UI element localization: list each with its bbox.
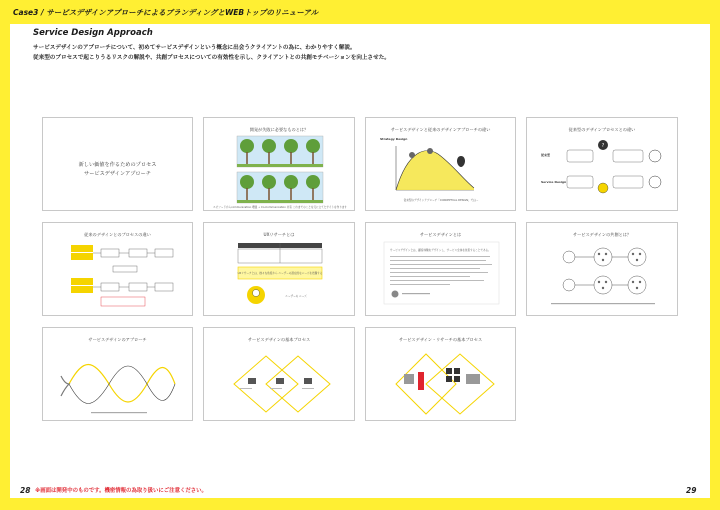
svg-text:?: ?	[601, 143, 605, 149]
ux-research-diagram	[204, 223, 355, 316]
slide-thumbnail-ux-research[interactable]	[203, 222, 355, 316]
process-comparison-diagram	[527, 118, 678, 211]
header-title: Case3 / サービスデザインアプローチによるブランディングとWEBトップのリニューアル	[13, 8, 319, 17]
slide-title: UXリサーチとは	[263, 232, 295, 237]
slide-title: サービスデザインとは	[419, 232, 462, 237]
slide-caption: 従来型のデザインアプローチ「CONCEPTUAL DESIGN」では...	[403, 199, 479, 202]
flow-diagram	[43, 223, 193, 316]
slide-thumbnail-research-process[interactable]	[365, 327, 516, 421]
ux-user-label: ユーザーの ニーズ	[285, 295, 307, 298]
quote-block	[366, 223, 516, 316]
process-diamond-diagram	[204, 328, 355, 421]
research-diamond-diagram	[366, 328, 516, 421]
cover-text	[43, 161, 192, 179]
slide-thumbnail-co-creation[interactable]	[526, 222, 678, 316]
slide-title: 開発が失敗に必要なものとは？	[249, 127, 309, 132]
slide-title: 従来のデザインとのプロセスの違い	[84, 232, 151, 237]
slide-title: サービスデザインのアプローチ	[88, 337, 147, 342]
slide-thumbnail-approach[interactable]	[42, 327, 193, 421]
page-number-right: 29	[686, 486, 697, 495]
slide-title: サービスデザインの共創とは？	[572, 232, 632, 237]
strategy-design-label: Strategy Design	[380, 137, 408, 141]
description-line-2: 従来型のプロセスで起こりうるリスクの解説や、共創プロセスについての有効性を示し、クライアントとの共創モチベーションを向上させた。	[33, 55, 390, 61]
slide-thumbnail-what-is-service-design[interactable]	[365, 222, 516, 316]
slide-title: 従来型のデザインプロセスとの違い	[568, 127, 636, 132]
ux-callout: UXリサーチとは、様々な角度から ユーザーの潜在的なニーズを把握する	[237, 272, 323, 275]
quote-text: サービスデザインとは、顧客体験をデザインし、サービス全体を改善することである。	[390, 249, 491, 252]
page-number-left: 28	[20, 486, 31, 495]
slide-title: サービスデザイン・リサーチの基本プロセス	[398, 337, 483, 342]
slide-thumbnail-failure-factors[interactable]	[203, 117, 355, 211]
cover-line-1: 新しい価値を作るためのプロセス	[78, 162, 157, 168]
slide-thumbnail-strategy-design[interactable]	[365, 117, 516, 211]
slide-thumbnail-conventional-process[interactable]	[42, 222, 193, 316]
slide-title: サービスデザインの基本プロセス	[247, 337, 311, 342]
confidential-note: ※画面は開発中のものです。機密情報の為取り扱いにご注意ください。	[35, 488, 207, 494]
cover-line-2: サービスデザインアプローチ	[84, 171, 151, 177]
slide-title: サービスデザインと従来のデザインアプローチの違い	[390, 127, 491, 132]
co-creation-diagram	[527, 223, 678, 316]
tree-swing-illustration	[204, 118, 355, 211]
section-description	[33, 43, 390, 63]
section-title: Service Design Approach	[33, 28, 153, 38]
slide-thumbnail-process-difference[interactable]	[526, 117, 678, 211]
label-conventional: 従来型	[541, 153, 551, 157]
slide-thumbnail-cover[interactable]	[42, 117, 193, 211]
slide-thumbnail-basic-process[interactable]	[203, 327, 355, 421]
slide-caption: エピソードからcommunication 増強 → Co-Communication 共有 これまでのことを元に立てたサイトを作ります	[213, 206, 347, 209]
description-line-1: サービスデザインのアプローチについて、初めてサービスデザインという概念に出会うクライアントの為に、わかりやすく解説。	[33, 45, 356, 51]
double-diamond-diagram	[43, 328, 193, 421]
strategy-curve-diagram	[366, 118, 516, 211]
label-service-design: Service Design	[541, 180, 567, 184]
